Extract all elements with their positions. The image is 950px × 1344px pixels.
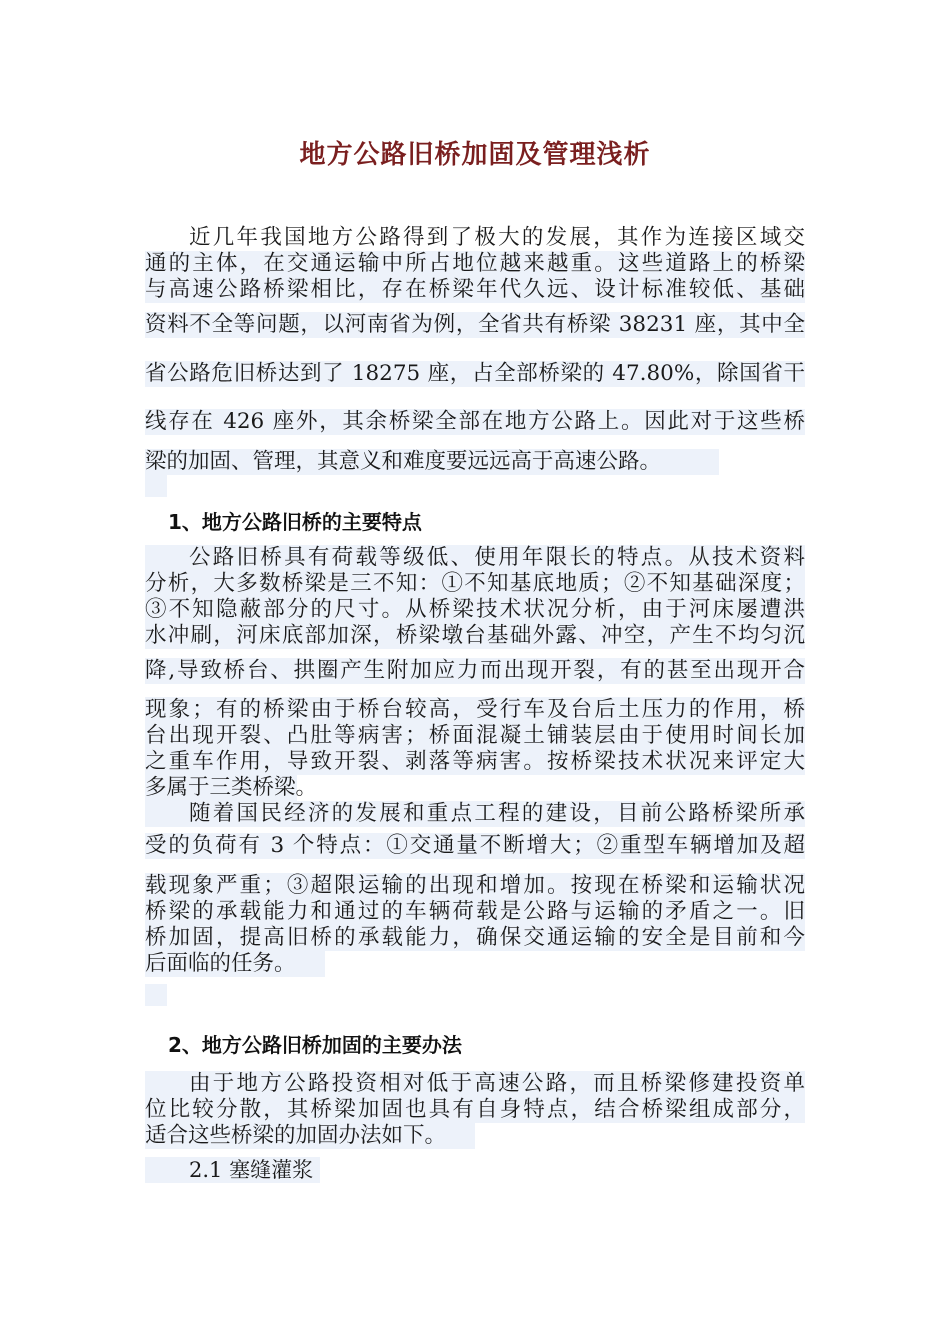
intro-line-1: 近几年我国地方公路得到了极大的发展，其作为连接区域交 (189, 225, 805, 250)
section2-heading: 2、地方公路旧桥加固的主要办法 (168, 1033, 462, 1057)
s1-para2-line-4: 桥梁的承载能力和通过的车辆荷载是公路与运输的矛盾之一。旧 (145, 899, 805, 924)
section1-heading: 1、地方公路旧桥的主要特点 (168, 510, 422, 534)
s2-para1-line-1: 由于地方公路投资相对低于高速公路，而且桥梁修建投资单 (145, 1071, 805, 1097)
s1-para1-line-8: 之重车作用，导致开裂、剥落等病害。按桥梁技术状况来评定大 (145, 749, 805, 774)
s2-para1-line-2: 位比较分散，其桥梁加固也具有自身特点，结合桥梁组成部分， (145, 1097, 805, 1122)
document-title: 地方公路旧桥加固及管理浅析 (299, 140, 651, 170)
s1-para1-line-3: ③不知隐蔽部分的尺寸。从桥梁技术状况分析，由于河床屡遭洪 (145, 597, 805, 622)
empty-highlight-block (145, 475, 167, 497)
intro-line-6: 线存在 426 座外，其余桥梁全部在地方公路上。因此对于这些桥 (145, 409, 805, 434)
intro-line-3: 与高速公路桥梁相比，存在桥梁年代久远、设计标准较低、基础 (145, 277, 805, 302)
intro-line-5: 省公路危旧桥达到了 18275 座，占全部桥梁的 47.80%，除国省干 (145, 361, 805, 386)
s1-para1-line-5: 降,导致桥台、拱圈产生附加应力而出现开裂，有的甚至出现开合 (145, 658, 805, 683)
s2-para1-line-3: 适合这些桥梁的加固办法如下。 (145, 1123, 475, 1149)
s1-para2-line-5: 桥加固，提高旧桥的承载能力，确保交通运输的安全是目前和今 (145, 925, 805, 950)
intro-line-7: 梁的加固、管理，其意义和难度要远远高于高速公路。 (145, 449, 719, 475)
s1-para2-line-2: 受的负荷有 3 个特点：①交通量不断增大；②重型车辆增加及超 (145, 833, 805, 858)
s1-para1-line-6: 现象；有的桥梁由于桥台较高，受行车及台后土压力的作用，桥 (145, 697, 805, 722)
s1-para2-line-6: 后面临的任务。 (145, 951, 325, 977)
s1-para2-line-1: 随着国民经济的发展和重点工程的建设，目前公路桥梁所承 (145, 801, 805, 827)
s1-para2-line-3: 载现象严重；③超限运输的出现和增加。按现在桥梁和运输状况 (145, 873, 805, 898)
s1-para1-line-1: 公路旧桥具有荷载等级低、使用年限长的特点。从技术资料 (145, 545, 805, 571)
section2-subheading: 2.1 塞缝灌浆 (145, 1157, 320, 1183)
s1-para1-line-7: 台出现开裂、凸肚等病害；桥面混凝土铺装层由于使用时间长加 (145, 723, 805, 748)
intro-line-2: 通的主体，在交通运输中所占地位越来越重。这些道路上的桥梁 (145, 251, 805, 276)
empty-highlight-block (145, 984, 167, 1006)
s1-para1-line-9: 多属于三类桥梁。 (145, 775, 318, 800)
s1-para1-line-4: 水冲刷，河床底部加深，桥梁墩台基础外露、冲空，产生不均匀沉 (145, 623, 805, 648)
intro-line-4: 资料不全等问题，以河南省为例，全省共有桥梁 38231 座，其中全 (145, 312, 805, 337)
s1-para1-line-2: 分析，大多数桥梁是三不知：①不知基底地质；②不知基础深度； (145, 571, 805, 596)
